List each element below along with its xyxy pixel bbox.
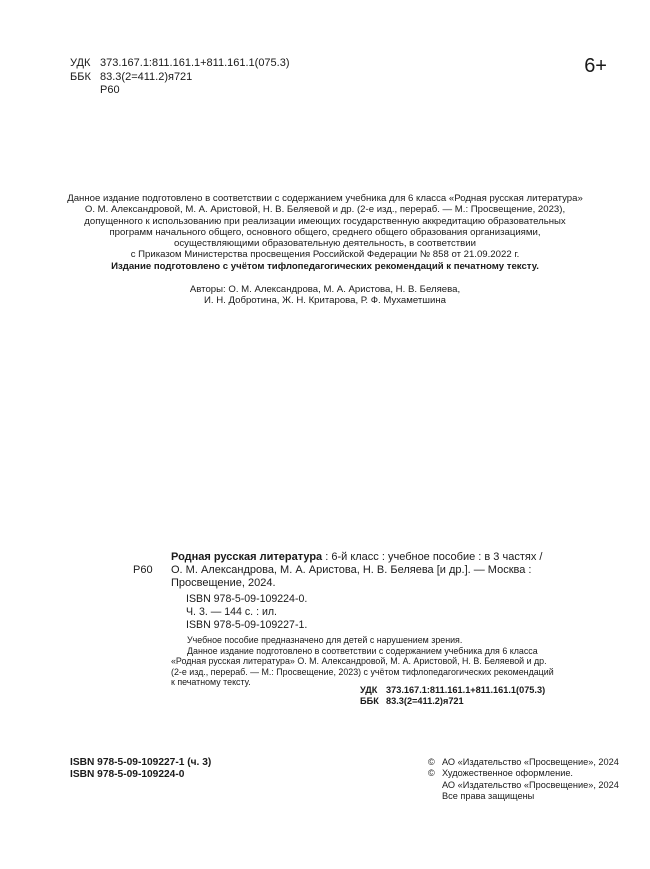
copyright-line: Художественное оформление. bbox=[442, 768, 573, 779]
bbk-label: ББК bbox=[360, 696, 379, 706]
age-rating: 6+ bbox=[584, 55, 607, 77]
bbk-value: 83.3(2=411.2)я721 bbox=[100, 70, 193, 83]
udc-bottom-block bbox=[360, 685, 545, 707]
bbk-label: ББК bbox=[70, 70, 91, 83]
tiflo-notice: Издание подготовлено с учётом тифлопедагогических рекомендаций к печатному тексту. bbox=[111, 261, 539, 272]
authors-line: Авторы: О. М. Александрова, М. А. Аристова, Н. В. Беляева, bbox=[189, 284, 461, 295]
isbn-footer-line: ISBN 978-5-09-109227-1 (ч. 3) bbox=[70, 757, 212, 768]
notice-line: программ начального общего, основного общего, среднего общего образования организациями, bbox=[109, 226, 541, 238]
notice-line: Данное издание подготовлено в соответствии с содержанием учебника для 6 класса «Родная русская литература» bbox=[67, 193, 583, 204]
udk-label: УДК bbox=[360, 685, 378, 695]
annotation-paragraph: Данное издание подготовлено в соответствии с содержанием учебника для 6 класса «Родная русская литература» О. М. Александровой, М. А. Аристовой, Н. В. Беляевой и др. (2-е изд., перераб. — М.: Просвещение, 2023) с учётом тифлопедагогических рекомендаций к печатному тексту. bbox=[171, 645, 554, 688]
authors-line: И. Н. Добротина, Ж. Н. Критарова, Р. Ф. Мухаметшина bbox=[204, 295, 446, 307]
bibliographic-record bbox=[171, 551, 556, 591]
biblio-line3: Просвещение, 2024. bbox=[171, 577, 276, 590]
copyright-icon: © bbox=[428, 768, 435, 779]
copyright-line: АО «Издательство «Просвещение», 2024 bbox=[442, 779, 619, 790]
isbn-line: ISBN 978-5-09-109224-0. bbox=[186, 593, 308, 605]
isbn-list bbox=[186, 593, 307, 633]
annotation-paragraph: Учебное пособие предназначено для детей с нарушением зрения. bbox=[187, 635, 463, 645]
isbn-line: ISBN 978-5-09-109227-1. bbox=[186, 619, 308, 632]
notice-line: с Приказом Министерства просвещения Российской Федерации № 858 от 21.09.2022 г. bbox=[130, 249, 520, 261]
bbk-value: 83.3(2=411.2)я721 bbox=[386, 696, 464, 706]
biblio-author-mark: Р60 bbox=[133, 564, 153, 576]
udk-row bbox=[70, 57, 290, 71]
biblio-line2: О. М. Александрова, М. А. Аристова, Н. В. Беляева [и др.]. — Москва : bbox=[171, 564, 532, 577]
udk-value: 373.167.1:811.161.1+811.161.1(075.3) bbox=[100, 57, 290, 69]
rights-reserved: Все права защищены bbox=[442, 790, 535, 801]
notice-line: О. М. Александровой, М. А. Аристовой, Н. В. Беляевой и др. (2-е изд., перераб. — М.: Просвещение, 2023), bbox=[84, 204, 566, 216]
notice-line: допущенного к использованию при реализации имеющих государственную аккредитацию образовательных bbox=[84, 215, 566, 227]
isbn-footer bbox=[70, 757, 211, 782]
notice-line: осуществляющими образовательную деятельность, в соответствии bbox=[174, 238, 476, 250]
edition-notice bbox=[40, 193, 610, 261]
udk-label: УДК bbox=[70, 57, 91, 69]
book-title: Родная русская литература bbox=[171, 551, 323, 563]
authors-block bbox=[40, 284, 610, 307]
copyright-line: АО «Издательство «Просвещение», 2024 bbox=[442, 757, 619, 767]
bbk-row bbox=[70, 71, 290, 85]
udc-top-block bbox=[70, 57, 290, 98]
copyright-block bbox=[428, 757, 619, 802]
udk-value: 373.167.1:811.161.1+811.161.1(075.3) bbox=[386, 685, 546, 695]
isbn-footer-line: ISBN 978-5-09-109224-0 bbox=[70, 769, 185, 781]
biblio-line1-rest: : 6-й класс : учебное пособие : в 3 частях / bbox=[322, 551, 543, 563]
copyright-icon: © bbox=[428, 757, 435, 767]
annotation bbox=[171, 635, 556, 688]
isbn-line: Ч. 3. — 144 с. : ил. bbox=[186, 606, 277, 619]
author-mark: Р60 bbox=[100, 84, 120, 96]
